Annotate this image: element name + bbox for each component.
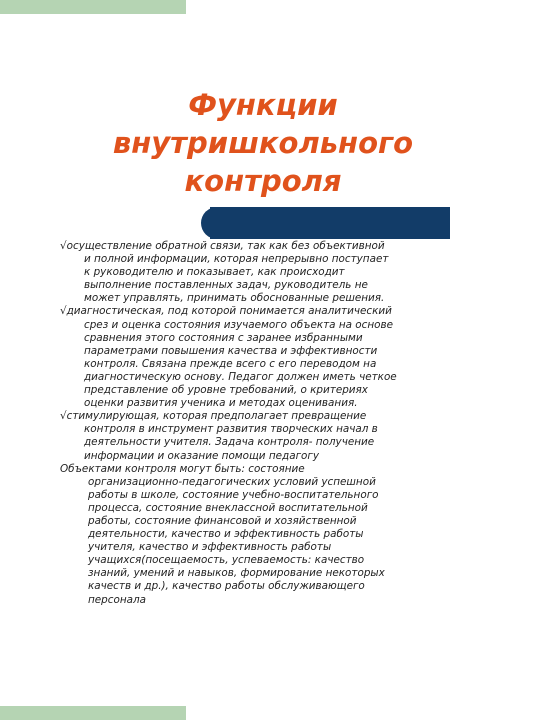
paragraph-line: Объектами контроля могут быть: состояние: [60, 462, 305, 475]
paragraph-line: к руководителю и показывает, как происходит: [84, 266, 345, 279]
check-icon: √: [60, 240, 67, 252]
paragraph-line: диагностическая, под которой понимается аналитический: [66, 305, 392, 318]
side-band-bottom: [0, 706, 186, 720]
paragraph-line: представление об уровне требований, о критериях: [84, 384, 368, 397]
paragraph-line: диагностическую основу. Педагог должен иметь четкое: [84, 370, 397, 383]
paragraph-line: учителя, качество и эффективность работы: [88, 541, 332, 554]
title-line-3: контроля: [184, 164, 342, 198]
paragraph-line: осуществление обратной связи, так как без объективной: [66, 240, 385, 252]
function-paragraph-feedback: [60, 240, 510, 305]
paragraph-line: может управлять, принимать обоснованные решения.: [84, 292, 385, 305]
function-paragraph-diagnostic: [60, 305, 510, 410]
paragraph-line: контроля. Связана прежде всего с его переводом на: [84, 357, 377, 370]
paragraph-line: учащихся(посещаемость, успеваемость: качество: [88, 554, 365, 567]
paragraph-line: и полной информации, которая непрерывно поступает: [84, 253, 389, 266]
control-objects-paragraph: [60, 463, 510, 607]
title-line-2: внутришкольного: [112, 126, 414, 160]
paragraph-line: деятельности учителя. Задача контроля- получение: [84, 436, 375, 449]
paragraph-line: организационно-педагогических условий успешной: [88, 475, 376, 488]
slide-title: [108, 86, 418, 200]
paragraph-line: работы, состояние финансовой и хозяйственной: [88, 514, 357, 527]
paragraph-line: срез и оценка состояния изучаемого объекта на основе: [84, 318, 394, 331]
paragraph-line: сравнения этого состояния с заранее избранными: [84, 331, 363, 344]
paragraph-line: оценки развития ученика и методах оценивания.: [84, 397, 358, 410]
paragraph-line: работы в школе, состояние учебно-воспитательного: [88, 488, 379, 501]
check-icon: √: [60, 410, 67, 423]
paragraph-line: информации и оказание помощи педагогу: [84, 449, 320, 462]
title-line-1: Функции: [188, 88, 338, 122]
paragraph-line: контроля в инструмент развития творческих начал в: [84, 423, 378, 436]
paragraph-line: деятельности, качество и эффективность работы: [88, 528, 364, 541]
body-text: [60, 240, 510, 607]
accent-bar: [210, 207, 450, 239]
paragraph-line: стимулирующая, которая предполагает превращение: [66, 410, 367, 423]
paragraph-line: выполнение поставленных задач, руководитель не: [84, 279, 368, 292]
paragraph-line: персонала: [88, 593, 147, 606]
check-icon: √: [60, 305, 67, 318]
function-paragraph-stimulating: [60, 410, 510, 462]
paragraph-line: параметрами повышения качества и эффективности: [84, 344, 378, 357]
paragraph-line: процесса, состояние внеклассной воспитательной: [88, 501, 368, 514]
paragraph-line: качеств и др.), качество работы обслуживающего: [88, 580, 365, 593]
paragraph-line: знаний, умений и навыков, формирование некоторых: [88, 567, 385, 580]
